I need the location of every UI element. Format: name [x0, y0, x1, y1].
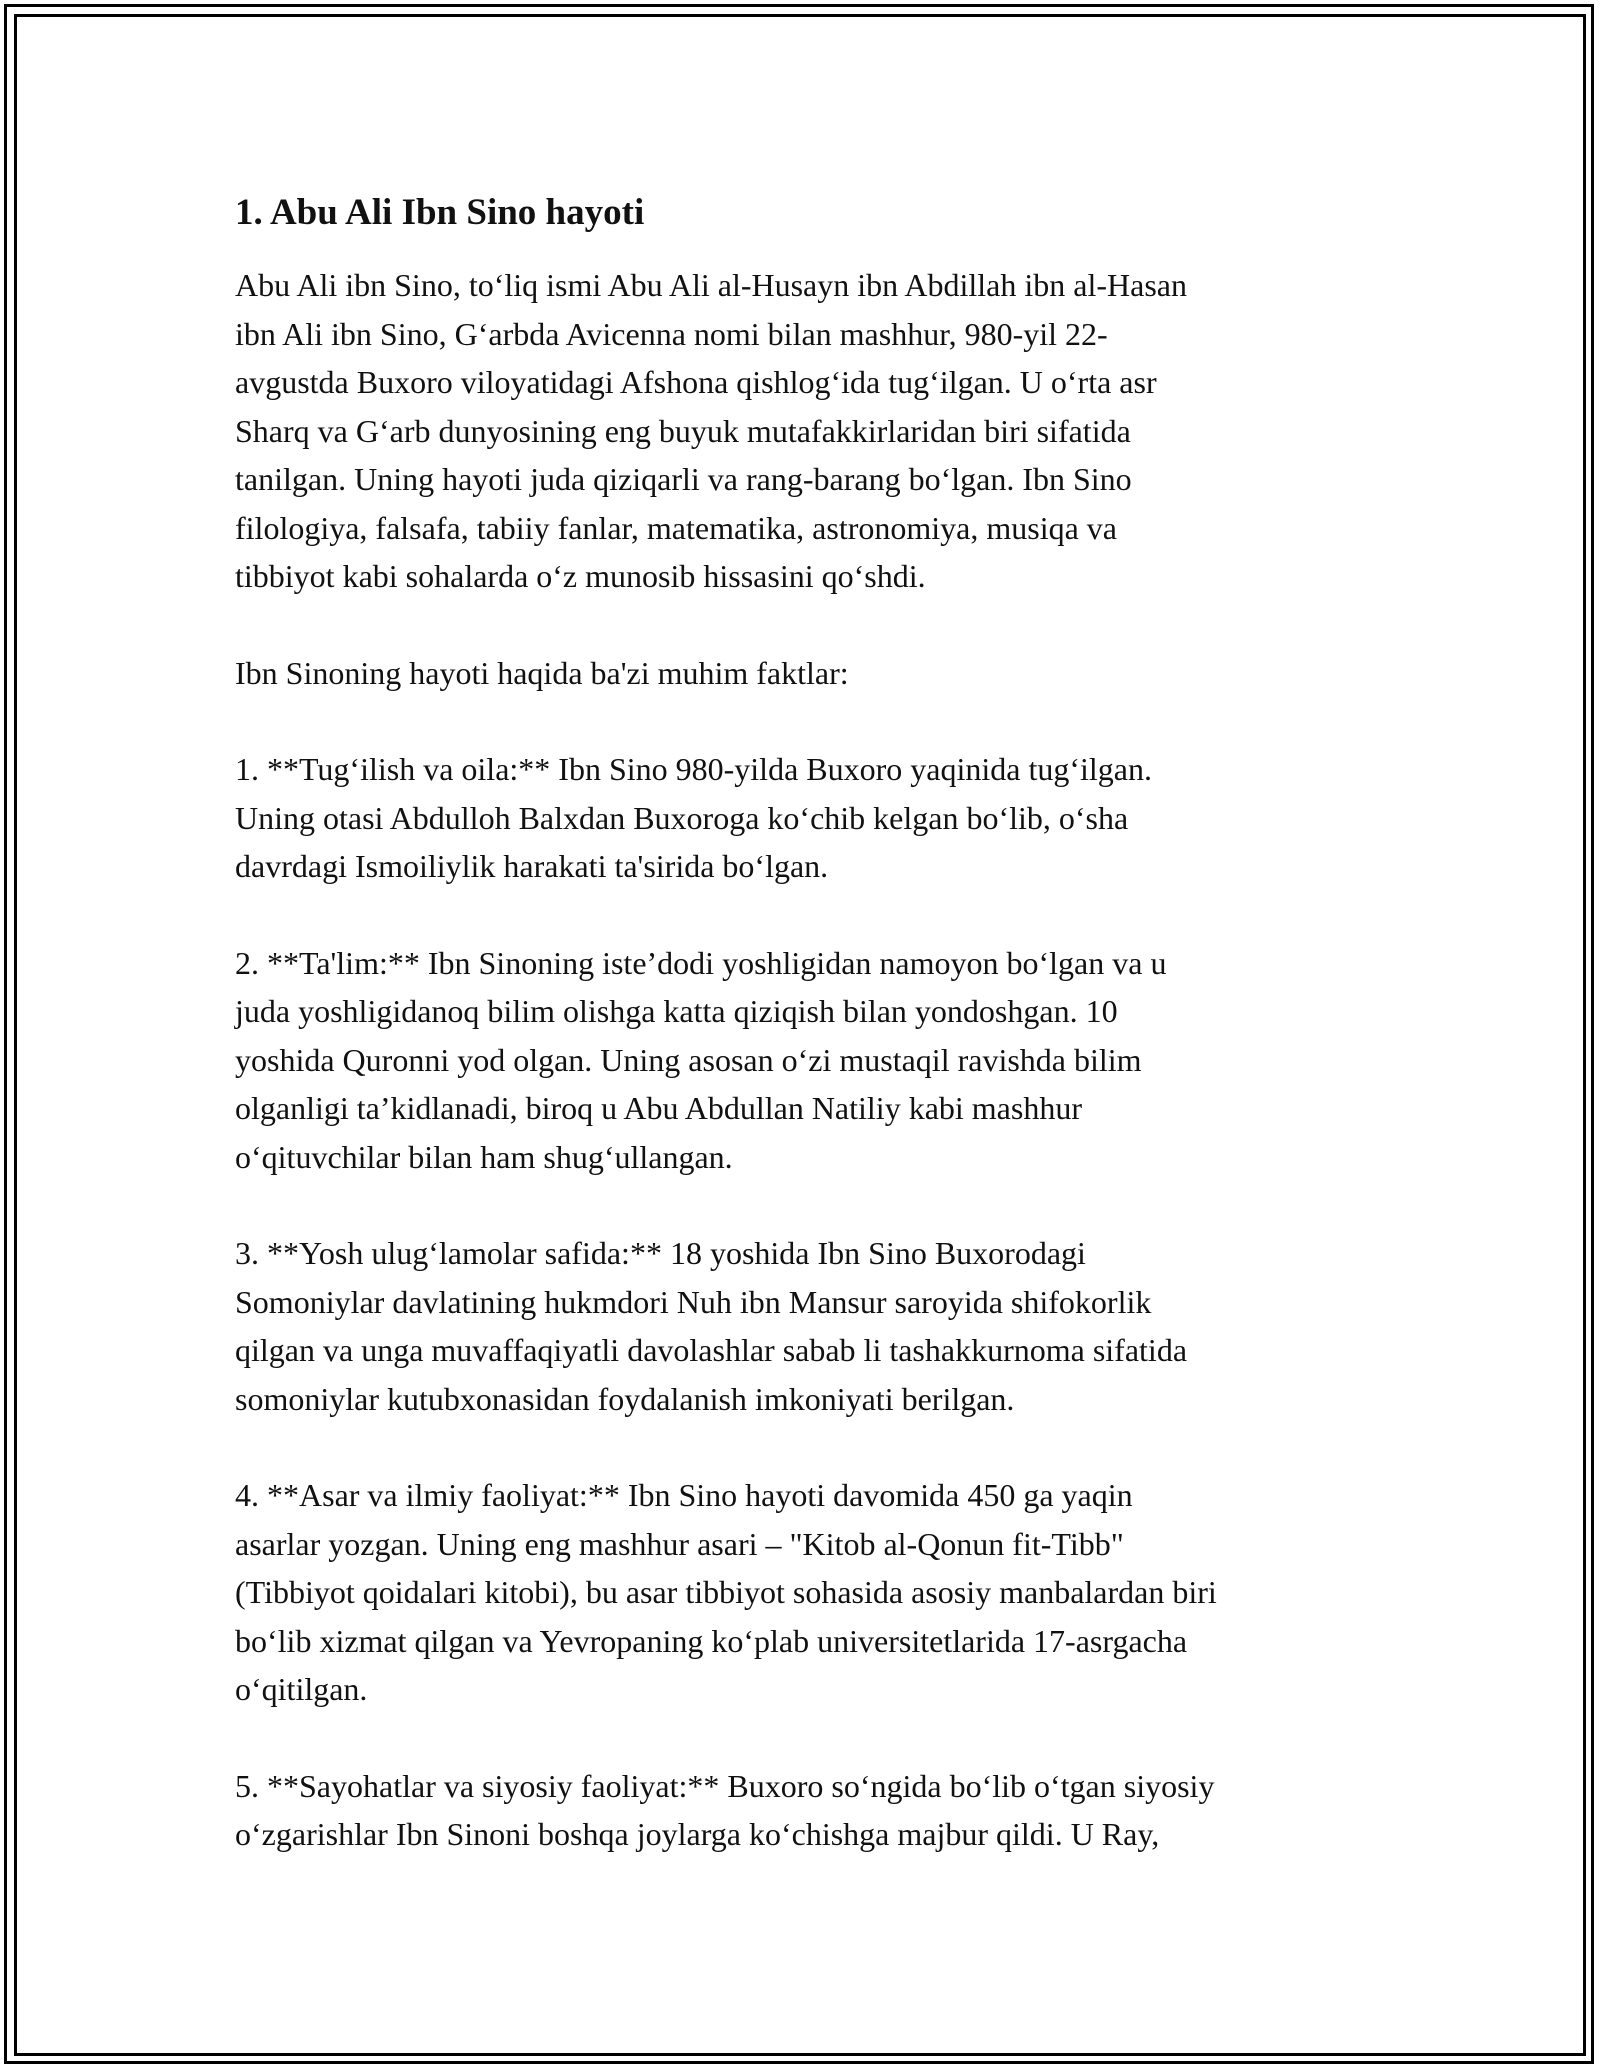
document-body — [235, 185, 1370, 1907]
intro-paragraph: Abu Ali ibn Sino, to‘liq ismi Abu Ali al-Husayn ibn Abdillah ibn al-Hasan ibn Ali ibn Sino, G‘arbda Avicenna nomi bilan mashhur, 980-yil 22- avgustda Buxoro viloyatidagi Afshona qishlog‘ida tug‘ilgan. U o‘rta asr Sharq va G‘arb dunyosining eng buyuk mutafakkirlaridan biri sifatida tanilgan. Uning hayoti juda qiziqarli va rang-barang bo‘lgan. Ibn Sino filologiya, falsafa, tabiiy fanlar, matematika, astronomiya, musiqa va tibbiyot kabi sohalarda o‘z munosib hissasini qo‘shdi. — [235, 267, 1187, 594]
fact-education: 2. **Ta'lim:** Ibn Sinoning iste’dodi yoshligidan namoyon bo‘lgan va u juda yoshligidanoq bilim olishga katta qiziqish bilan yondoshgan. 10 yoshida Quronni yod olgan. Uning asosan o‘zi mustaqil ravishda bilim olganligi ta’kidlanadi, biroq u Abu Abdullan Natiliy kabi mashhur o‘qituvchilar bilan ham shug‘ullangan. — [235, 944, 1167, 1175]
fact-works-scientific-activity: 4. **Asar va ilmiy faoliyat:** Ibn Sino hayoti davomida 450 ga yaqin asarlar yozgan. Uning eng mashhur asari – "Kitob al-Qonun fit-Tibb" (Tibbiyot qoidalari kitobi), bu asar tibbiyot sohasida asosiy manbalardan biri bo‘lib xizmat qilgan va Yevropaning ko‘plab universitetlarida 17-asrgacha o‘qitilgan. — [235, 1477, 1217, 1707]
fact-birth-family: 1. **Tug‘ilish va oila:** Ibn Sino 980-yilda Buxoro yaqinida tug‘ilgan. Uning otasi Abdulloh Balxdan Buxoroga ko‘chib kelgan bo‘lib, o‘sha davrdagi Ismoiliylik harakati ta'sirida bo‘lgan. — [235, 751, 1152, 884]
section-heading: 1. Abu Ali Ibn Sino hayoti — [235, 192, 645, 233]
facts-lead-paragraph: Ibn Sinoning hayoti haqida ba'zi muhim faktlar: — [235, 654, 849, 691]
fact-travels-political-activity: 5. **Sayohatlar va siyosiy faoliyat:** Buxoro so‘ngida bo‘lib o‘tgan siyosiy o‘zgarishlar Ibn Sinoni boshqa joylarga ko‘chishga majbur qildi. U Ray, — [235, 1767, 1215, 1852]
fact-young-scholars: 3. **Yosh ulug‘lamolar safida:** 18 yoshida Ibn Sino Buxorodagi Somoniylar davlatining hukmdori Nuh ibn Mansur saroyida shifokorlik qilgan va unga muvaffaqiyatli davolashlar sabab li tashakkurnoma sifatida somoniylar kutubxonasidan foydalanish imkoniyati berilgan. — [235, 1235, 1188, 1417]
